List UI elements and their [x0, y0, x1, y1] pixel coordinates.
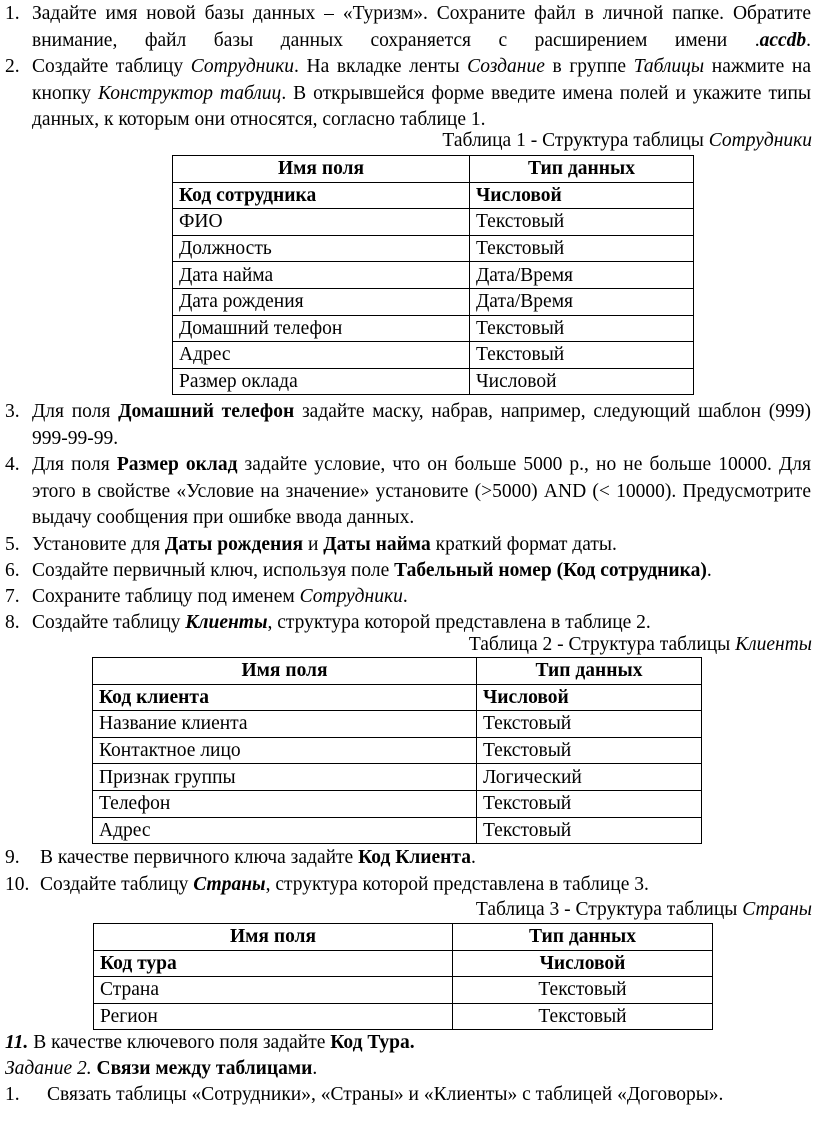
ribbon-tab-name: Создание [467, 56, 545, 77]
list-item-text [32, 532, 811, 559]
caption-table-name: Страны [742, 899, 812, 920]
list-item-1 [5, 1, 811, 54]
table-cell: Текстовый [477, 817, 702, 844]
table-row [93, 711, 702, 738]
list-number: 6. [5, 560, 20, 581]
table-row [93, 764, 702, 791]
table-cell: Адрес [93, 817, 477, 844]
list-number: 5. [5, 534, 20, 555]
field-name: Код Тура. [330, 1032, 415, 1053]
list-number: 9. [5, 847, 20, 868]
table-3 [93, 923, 713, 1030]
text-run: . В открывшейся форме введите имена полей и укажите типы данных, к которым они относятся, согласно таблице 1. [32, 82, 811, 131]
task-title: Связи между таблицами [91, 1058, 313, 1079]
table-row [173, 209, 694, 236]
list-item-4 [5, 452, 811, 532]
list-item-text [40, 872, 811, 899]
text-run: , структура которой представлена в таблице 2. [267, 612, 651, 633]
list-number: 2. [5, 56, 20, 77]
table-header-row [173, 156, 694, 183]
list-item-text [32, 399, 811, 452]
table-header-row [93, 658, 702, 685]
table-cell: Числовой [470, 368, 694, 395]
list-number: 10. [5, 874, 30, 895]
header-cell: Имя поля [94, 924, 453, 951]
table-cell: Текстовый [470, 342, 694, 369]
field-name: Домашний телефон [118, 401, 295, 422]
table-cell: Дата/Время [470, 262, 694, 289]
list-item-7 [5, 584, 811, 611]
text-run: Сохраните таблицу под именем [32, 586, 300, 607]
list-item-text [32, 558, 811, 585]
task-label: Задание 2. [5, 1058, 92, 1079]
text-run: . [706, 560, 712, 581]
table-name: Страны [193, 874, 266, 895]
table-row [94, 977, 713, 1004]
header-cell: Тип данных [477, 658, 702, 685]
table-cell: Текстовый [477, 790, 702, 817]
table-row [173, 368, 694, 395]
text-run: Для поля [32, 454, 117, 475]
text-run: краткий формат даты. [430, 534, 617, 555]
table-cell: Код клиента [93, 684, 477, 711]
table-cell: Регион [94, 1003, 453, 1030]
table-row [173, 288, 694, 315]
list-item-text: Связать таблицы «Сотрудники», «Страны» и «Клиенты» с таблицей «Договоры». [47, 1084, 724, 1105]
caption-text: Таблица 1 - Структура таблицы [442, 130, 709, 151]
table-cell: Числовой [453, 950, 713, 977]
table-cell: Должность [173, 235, 470, 262]
list-item-5 [5, 532, 811, 559]
file-extension: accdb [759, 29, 807, 51]
table-name: Сотрудники [190, 56, 294, 77]
table-1-caption [442, 128, 812, 155]
table-2 [92, 657, 702, 844]
table-cell: Текстовый [477, 711, 702, 738]
table-cell: Числовой [470, 182, 694, 209]
table-3-caption [476, 897, 812, 924]
table-name: Сотрудники [299, 586, 403, 607]
table-cell: Контактное лицо [93, 737, 477, 764]
list-number: 3. [5, 401, 20, 422]
table-cell: Название клиента [93, 711, 477, 738]
text-run: Задайте имя новой базы данных – «Туризм». Сохраните файл в личной папке. Обратите внимание, файл базы данных сохраняется с расширением имени . [32, 3, 811, 51]
text-run: Установите для [32, 534, 165, 555]
ribbon-group-name: Таблицы [633, 56, 705, 77]
button-name: Конструктор таблиц [98, 82, 282, 104]
list-item-2 [5, 54, 811, 134]
table-row [93, 684, 702, 711]
text-run: В качестве ключевого поля задайте [28, 1032, 331, 1053]
text-run: . На вкладке ленты [293, 56, 468, 77]
table-cell: Код сотрудника [173, 182, 470, 209]
list-item-text [32, 584, 811, 611]
field-name: Размер оклад [116, 454, 238, 475]
caption-text: Таблица 3 - Структура таблицы [475, 899, 743, 920]
table-body [173, 156, 694, 395]
table-cell: Текстовый [470, 315, 694, 342]
table-2-caption [469, 632, 812, 659]
header-cell: Тип данных [470, 156, 694, 183]
table-cell: Адрес [173, 342, 470, 369]
list-item-text [32, 452, 811, 532]
text-run: . [402, 586, 408, 607]
text-run: В качестве первичного ключа задайте [40, 847, 359, 868]
header-cell: Имя поля [173, 156, 470, 183]
table-cell: Текстовый [477, 737, 702, 764]
table-cell: Логический [477, 764, 702, 791]
caption-text: Таблица 2 - Структура таблицы [468, 634, 736, 655]
list-item-text [32, 54, 811, 134]
text-run: Создайте первичный ключ, используя поле [32, 560, 395, 581]
field-name: Даты найма [323, 534, 431, 555]
text-run: . [806, 29, 811, 51]
table-row [93, 790, 702, 817]
table-cell: Признак группы [93, 764, 477, 791]
field-name: Код Клиента [358, 847, 471, 868]
text-run: Для поля [32, 401, 119, 422]
caption-table-name: Клиенты [735, 634, 812, 655]
task-2-heading [5, 1056, 811, 1083]
table-cell: Дата рождения [173, 288, 470, 315]
list-item-text [40, 845, 811, 872]
text-run: . [312, 1058, 318, 1079]
text-run: Создайте таблицу [32, 56, 191, 77]
table-header-row [94, 924, 713, 951]
table-row [93, 817, 702, 844]
text-run: Создайте таблицу [40, 874, 194, 895]
list-number: 1. [5, 3, 20, 24]
header-cell: Тип данных [453, 924, 713, 951]
list-item-10 [5, 872, 811, 899]
table-row [93, 737, 702, 764]
table-cell: Размер оклада [173, 368, 470, 395]
table-row [173, 315, 694, 342]
table-body [93, 658, 702, 844]
list-item-11 [5, 1030, 811, 1057]
text-run: задайте условие, что он больше 5000 р., но не больше 10000. Для этого в свойстве «Условие на значение» установите (>5000) AND (< 10000). Предусмотрите выдачу сообщения при ошибке ввода данных. [32, 454, 812, 529]
table-cell: Числовой [477, 684, 702, 711]
list-number: 8. [5, 612, 20, 633]
table-cell: Текстовый [453, 977, 713, 1004]
header-cell: Имя поля [93, 658, 477, 685]
table-cell: Текстовый [470, 235, 694, 262]
table-cell: Домашний телефон [173, 315, 470, 342]
task-2-list-item-1 [5, 1082, 811, 1109]
list-number: 1. [5, 1084, 20, 1105]
table-cell: Дата найма [173, 262, 470, 289]
table-row [94, 950, 713, 977]
list-number: 11. [5, 1032, 29, 1053]
text-run: . [470, 847, 476, 868]
text-run: Создайте таблицу [32, 612, 186, 633]
list-number: 4. [5, 454, 20, 475]
table-row [173, 182, 694, 209]
table-row [94, 1003, 713, 1030]
table-cell: Текстовый [453, 1003, 713, 1030]
table-row [173, 262, 694, 289]
table-cell: Телефон [93, 790, 477, 817]
table-cell: Страна [94, 977, 453, 1004]
text-run: нажмите на кнопку [32, 56, 811, 104]
field-name: Даты рождения [164, 534, 304, 555]
caption-table-name: Сотрудники [708, 130, 812, 151]
table-1 [172, 155, 694, 395]
table-row [173, 342, 694, 369]
table-cell: Код тура [94, 950, 453, 977]
table-body [94, 924, 713, 1030]
text-run: задайте маску, набрав, например, следующий шаблон (999) 999-99-99. [32, 401, 811, 449]
list-item-text [32, 1, 811, 54]
list-item-3 [5, 399, 811, 452]
table-row [173, 235, 694, 262]
table-cell: Текстовый [470, 209, 694, 236]
list-item-9 [5, 845, 811, 872]
list-item-6 [5, 558, 811, 585]
list-number: 7. [5, 586, 20, 607]
table-name: Клиенты [185, 612, 268, 633]
table-cell: Дата/Время [470, 288, 694, 315]
text-run: и [303, 534, 324, 555]
field-name: Табельный номер (Код сотрудника) [394, 560, 707, 581]
text-run: , структура которой представлена в таблице 3. [265, 874, 649, 895]
table-cell: ФИО [173, 209, 470, 236]
text-run: в группе [544, 56, 634, 77]
